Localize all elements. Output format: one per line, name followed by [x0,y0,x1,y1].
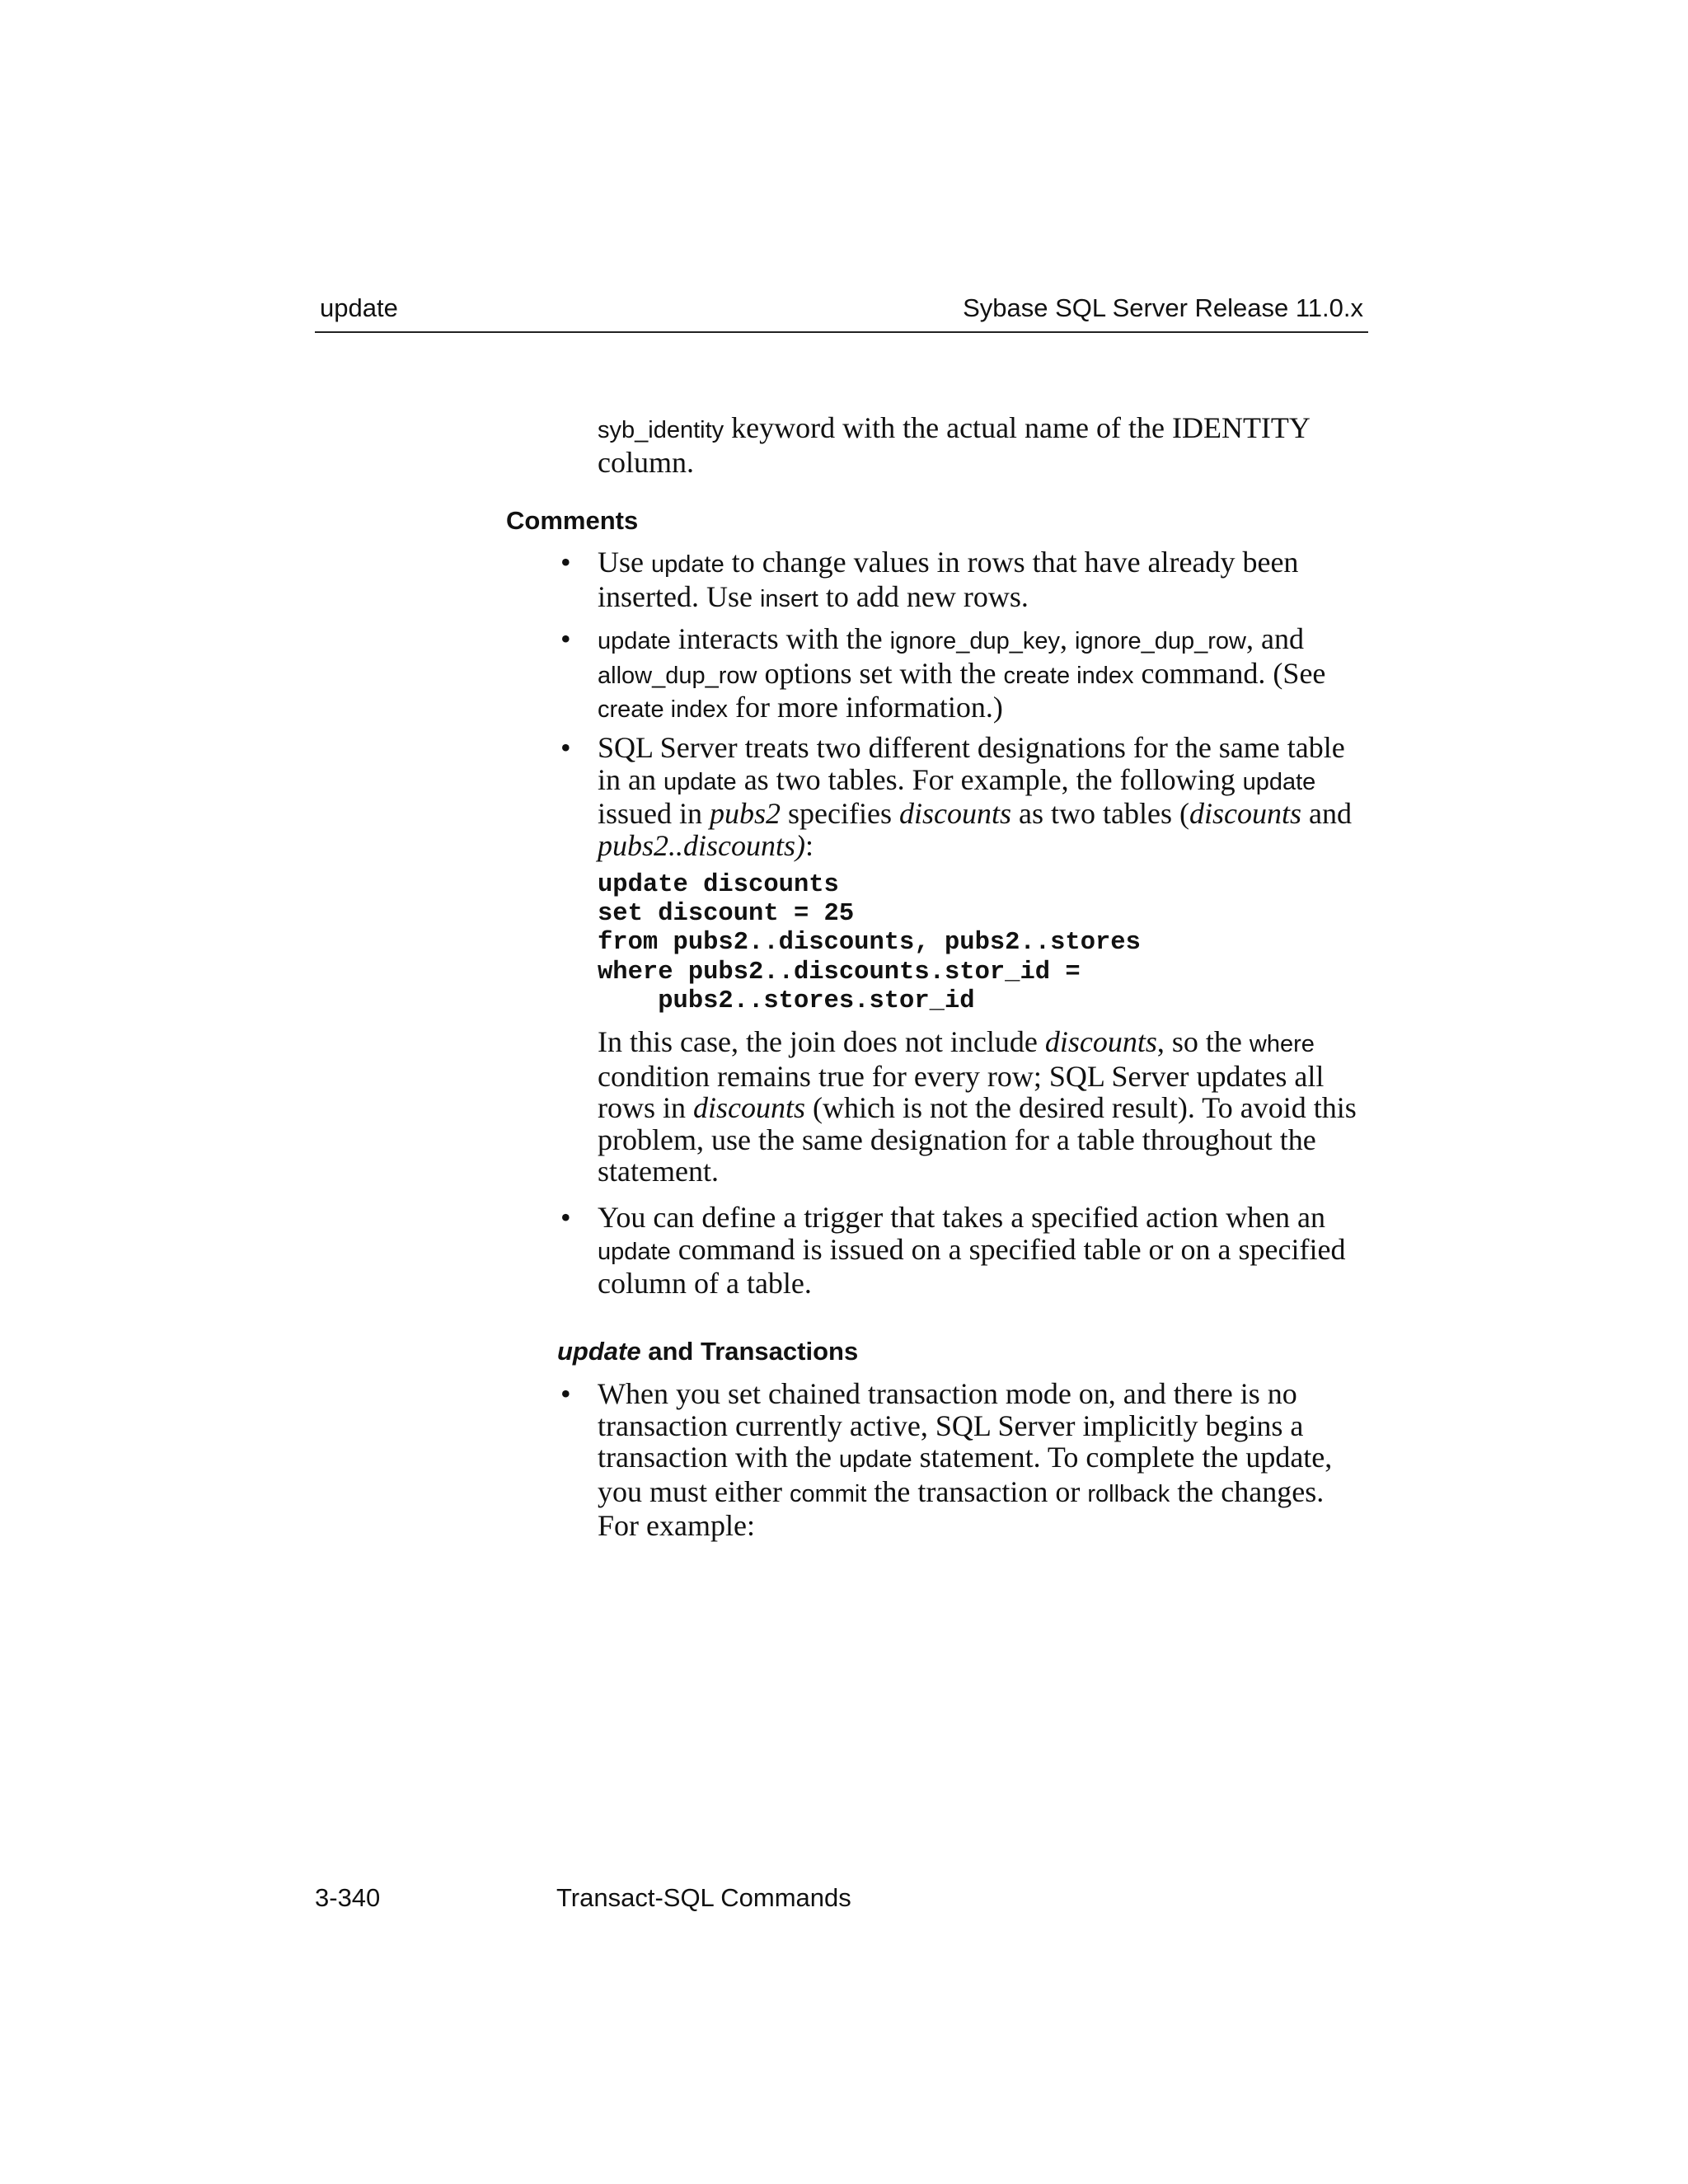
inline-command: syb_identity [598,417,724,443]
text-run: issued in [598,797,710,830]
inline-command: create index [1003,662,1134,689]
inline-command: update [651,551,724,578]
bullet-text [598,623,1372,726]
text-run: You can define a trigger that takes a specified action when an [598,1201,1326,1234]
text-run: SQL Server treats two different designations for the same table in an [598,731,1345,796]
bullet-item-3 [560,732,1372,1188]
text-run: command is issued on a specified table or on a specified column of a table. [598,1232,1346,1300]
lead-paragraph [598,412,1372,478]
text-run: , and [1246,622,1304,655]
bullet-text [598,546,1372,615]
text-run: interacts with the [670,622,890,655]
heading-italic-part: update [557,1337,641,1366]
text-run: (which is not the desired result). To avoid this problem, use the same designation for a table throughout the statement. [598,1091,1357,1188]
inline-command: update [1242,768,1316,795]
heading-rest: and Transactions [640,1337,859,1366]
text-run: In this case, the join does not include [598,1025,1045,1059]
inline-command: commit [789,1480,867,1507]
text-run: as two tables ( [1011,797,1189,830]
text-run: options set with the [757,656,1004,690]
text-run: keyword with the actual name of the IDENTITY column. [598,411,1310,479]
text-run: to add new rows. [818,579,1029,613]
text-run: for more information.) [728,691,1003,724]
inline-command: create index [598,696,728,723]
transactions-heading [557,1337,858,1366]
text-run: condition remains true for every row; SQL Server updates all rows in [598,1059,1325,1125]
italic-term: pubs2..discounts) [598,828,805,862]
italic-term: discounts [1189,797,1301,830]
code-explanation [598,1026,1372,1188]
italic-term: discounts [898,797,1011,830]
italic-term: discounts [1044,1025,1157,1059]
text-run: the changes. For example: [598,1474,1325,1542]
bullet-text [598,732,1372,861]
text-run: When you set chained transaction mode on, and there is no transaction currently active, SQL Server implicitly begins a transaction with the [598,1377,1304,1474]
inline-command: rollback [1087,1480,1170,1507]
inline-command: insert [759,585,818,612]
bullet-item-2 [560,623,1372,726]
bullet-glyph: • [560,1201,571,1234]
text-run: : [805,828,814,862]
text-run: statement. To complete the update, you must either [598,1441,1333,1508]
bullet-glyph: • [560,1377,571,1410]
running-header [315,290,1368,333]
text-run: , [1060,622,1076,655]
italic-term: pubs2 [710,797,781,830]
text-run: command. (See [1133,656,1326,690]
inline-command: ignore_dup_row [1075,628,1246,654]
text-run: the transaction or [866,1474,1088,1508]
inline-command: update [598,628,671,654]
transaction-bullet-item [560,1378,1372,1542]
inline-command: update [838,1446,912,1473]
inline-command: update [663,768,737,795]
text-run: as two tables. For example, the following [736,762,1243,796]
inline-command: ignore_dup_key [889,628,1061,654]
header-product-release: Sybase SQL Server Release 11.0.x [963,293,1363,322]
text-run: Use [598,546,651,579]
bullet-text [598,1378,1372,1542]
inline-command: where [1249,1031,1315,1058]
text-run: and [1301,797,1352,830]
bullet-item-4 [560,1202,1372,1300]
bullet-glyph: • [560,622,571,655]
text-run: to change values in rows that have already been inserted. Use [598,546,1299,613]
footer-section-title: Transact-SQL Commands [556,1883,851,1912]
inline-command: update [598,1238,671,1265]
bullet-item-1 [560,546,1372,615]
text-run: specifies [781,797,899,830]
comments-heading: Comments [506,506,639,535]
text-run: , so the [1156,1025,1250,1059]
italic-term: discounts [693,1091,806,1125]
header-section-name: update [320,293,398,322]
page-number: 3-340 [315,1883,381,1912]
inline-command: allow_dup_row [598,662,757,689]
bullet-text [598,1202,1372,1300]
bullet-glyph: • [560,546,571,579]
code-example: update discounts set discount = 25 from pubs2..discounts, pubs2..stores where pubs2..discounts.stor_id = pubs2..stores.stor_id [598,871,1141,1015]
bullet-glyph: • [560,731,571,764]
